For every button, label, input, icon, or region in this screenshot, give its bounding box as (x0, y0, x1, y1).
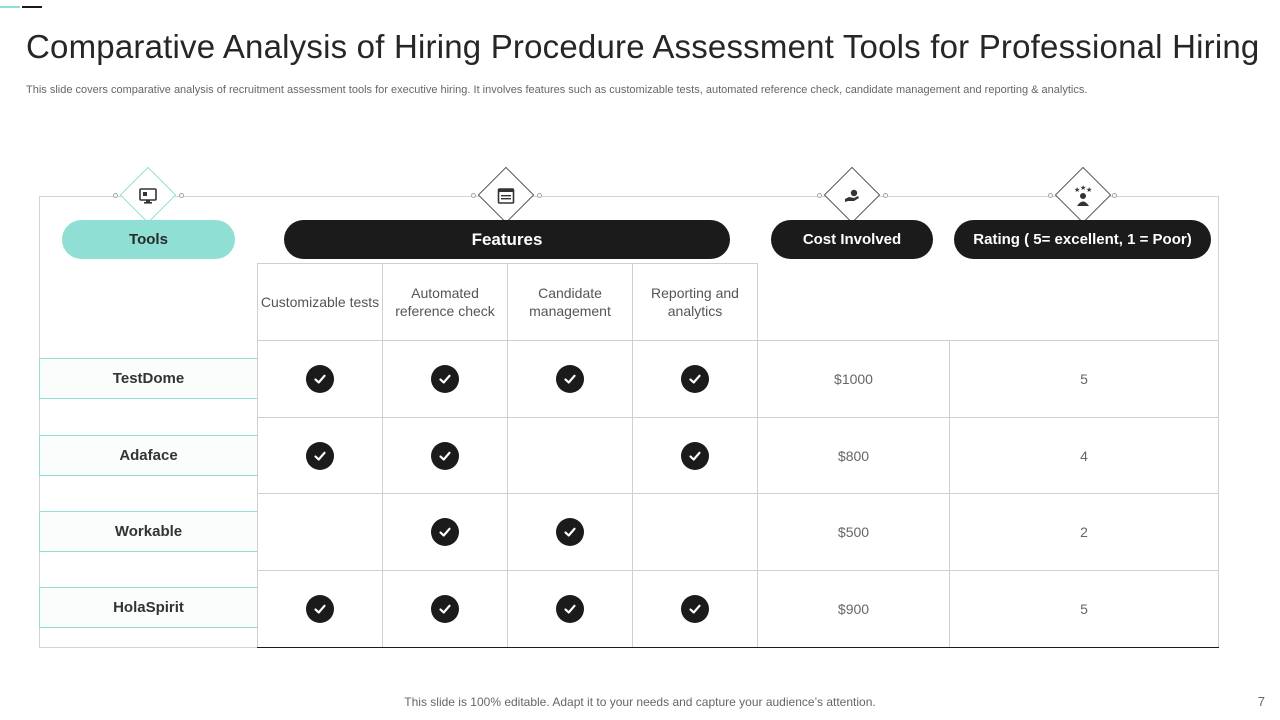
feature-cell (632, 493, 758, 571)
rating-cell: 4 (949, 417, 1219, 495)
feature-col-header: Reporting and analytics (632, 263, 758, 341)
feature-col-header: Automated reference check (382, 263, 508, 341)
checkmark-icon (556, 518, 584, 546)
connector-dot (179, 193, 184, 198)
checkmark-icon (431, 518, 459, 546)
feature-cell (632, 570, 758, 648)
cost-cell: $900 (757, 570, 950, 648)
checkmark-icon (306, 442, 334, 470)
feature-cell (382, 417, 508, 495)
checkmark-icon (431, 595, 459, 623)
tools-header: Tools (62, 220, 235, 259)
slide-subtitle: This slide covers comparative analysis of recruitment assessment tools for executive hiring. It involves features such as customizable tests, automated reference check, candidate management and reporting & analytics. (26, 84, 1088, 96)
computer-icon (133, 181, 163, 211)
feature-col-header: Customizable tests (257, 263, 383, 341)
checkmark-icon (681, 595, 709, 623)
table-bottom-line (257, 647, 1219, 648)
cost-cell: $500 (757, 493, 950, 571)
tool-label: Adaface (39, 435, 258, 476)
svg-text:★: ★ (1086, 186, 1093, 194)
page-number: 7 (1257, 694, 1265, 709)
checkmark-icon (431, 442, 459, 470)
feature-cell (257, 570, 383, 648)
connector-dot (883, 193, 888, 198)
feature-cell (632, 417, 758, 495)
tool-label: HolaSpirit (39, 587, 258, 628)
accent-bar-dark (22, 6, 42, 8)
checkmark-icon (306, 365, 334, 393)
connector-dot (537, 193, 542, 198)
features-header: Features (284, 220, 730, 259)
checkmark-icon (556, 595, 584, 623)
slide-title: Comparative Analysis of Hiring Procedure Assessment Tools for Professional Hiring (26, 28, 1260, 65)
svg-text:★: ★ (1074, 186, 1081, 194)
user-stars-icon (1068, 181, 1098, 211)
connector-dot (113, 193, 118, 198)
rating-cell: 5 (949, 340, 1219, 418)
hand-money-icon (837, 181, 867, 211)
cost-cell: $800 (757, 417, 950, 495)
connector-dot (1048, 193, 1053, 198)
tool-label: TestDome (39, 358, 258, 399)
svg-text:★: ★ (1080, 185, 1087, 192)
tool-label: Workable (39, 511, 258, 552)
connector-dot (1112, 193, 1117, 198)
feature-cell (507, 493, 633, 571)
feature-cell (507, 570, 633, 648)
rating-cell: 2 (949, 493, 1219, 571)
feature-cell (257, 417, 383, 495)
feature-cell (257, 340, 383, 418)
rating-header: Rating ( 5= excellent, 1 = Poor) (954, 220, 1211, 259)
browser-window-icon (491, 181, 521, 211)
rating-cell: 5 (949, 570, 1219, 648)
connector-dot (817, 193, 822, 198)
feature-cell (632, 340, 758, 418)
feature-col-header: Candidate management (507, 263, 633, 341)
checkmark-icon (681, 365, 709, 393)
feature-cell (507, 340, 633, 418)
feature-cell (382, 570, 508, 648)
checkmark-icon (306, 595, 334, 623)
cost-cell: $1000 (757, 340, 950, 418)
feature-cell (382, 493, 508, 571)
accent-bar-teal (0, 6, 20, 8)
feature-cell (382, 340, 508, 418)
checkmark-icon (556, 365, 584, 393)
connector-dot (471, 193, 476, 198)
checkmark-icon (431, 365, 459, 393)
cost-header: Cost Involved (771, 220, 933, 259)
feature-cell (257, 493, 383, 571)
checkmark-icon (681, 442, 709, 470)
feature-cell (507, 417, 633, 495)
footer-note: This slide is 100% editable. Adapt it to your needs and capture your audience’s attention. (404, 695, 876, 709)
